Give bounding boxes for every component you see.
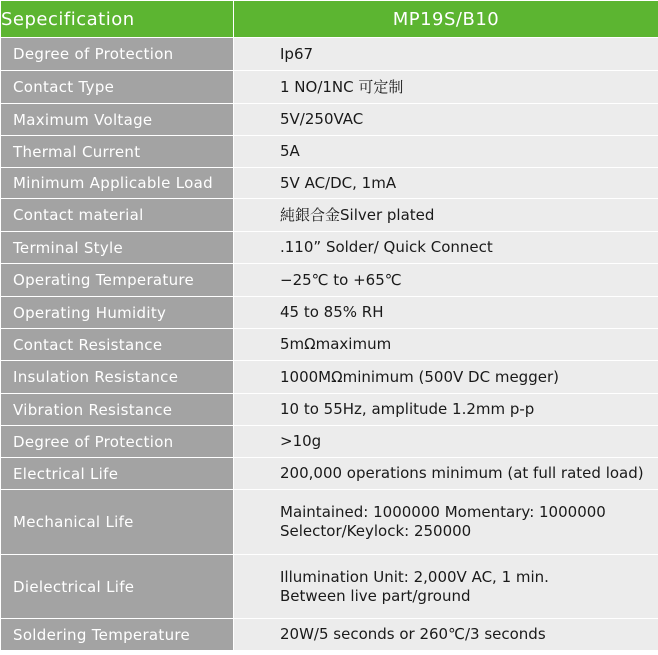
spec-value: [234, 458, 658, 490]
spec-label: Contact Type: [1, 71, 234, 104]
spec-value: [234, 38, 658, 71]
spec-label: Minimum Applicable Load: [1, 168, 234, 199]
header-row: [1, 1, 658, 38]
spec-value: [234, 136, 658, 168]
spec-value-line: Illumination Unit: 2,000V AC, 1 min.: [280, 567, 549, 586]
spec-label: Terminal Style: [1, 232, 234, 264]
spec-label: Degree of Protection: [1, 38, 234, 71]
table-row: [1, 104, 658, 136]
table-row: [1, 361, 658, 394]
table-row: [1, 199, 658, 232]
table-row: [1, 136, 658, 168]
spec-label: Dielectrical Life: [1, 555, 234, 619]
table-row: [1, 490, 658, 555]
spec-value-line: Selector/Keylock: 250000: [280, 522, 472, 540]
table-row: [1, 232, 658, 264]
table-row: [1, 619, 658, 651]
table-row: [1, 297, 658, 329]
table-row: [1, 38, 658, 71]
spec-value: [234, 555, 658, 619]
spec-value: [234, 329, 658, 361]
spec-value: [234, 490, 658, 555]
spec-value-line: .110” Solder/ Quick Connect: [280, 238, 493, 256]
spec-label: Mechanical Life: [1, 490, 234, 555]
spec-value-line: 45 to 85% RH: [280, 303, 384, 321]
spec-value: [234, 71, 658, 104]
table-row: [1, 458, 658, 490]
spec-value-line: Ip67: [280, 44, 314, 63]
spec-value-line: 純銀合金Silver plated: [280, 205, 435, 224]
spec-value: [234, 297, 658, 329]
spec-value-line: 10 to 55Hz, amplitude 1.2mm p-p: [280, 400, 535, 418]
spec-label: Electrical Life: [1, 458, 234, 490]
header-model: MP19S/B10: [234, 1, 658, 38]
spec-value-line: 1 NO/1NC 可定制: [280, 77, 404, 96]
spec-label: Contact Resistance: [1, 329, 234, 361]
spec-value-line: 5mΩmaximum: [280, 335, 392, 353]
spec-label: Maximum Voltage: [1, 104, 234, 136]
spec-value-line: 5V AC/DC, 1mA: [280, 173, 397, 192]
spec-value: [234, 361, 658, 394]
spec-value: [234, 232, 658, 264]
spec-value: [234, 104, 658, 136]
spec-value-line: 1000MΩminimum (500V DC megger): [280, 367, 559, 386]
spec-value-line: 5V/250VAC: [280, 110, 364, 128]
spec-value-line: −25℃ to +65℃: [280, 270, 402, 289]
spec-value: [234, 619, 658, 651]
spec-label: Contact material: [1, 199, 234, 232]
spec-value-line: 5A: [280, 142, 300, 160]
spec-value: [234, 168, 658, 199]
spec-body: [1, 38, 658, 651]
header-label: Sepecification: [1, 1, 234, 38]
spec-value: [234, 199, 658, 232]
spec-value: [234, 426, 658, 458]
spec-value-line: Maintained: 1000000 Momentary: 1000000: [280, 503, 606, 521]
spec-label: Insulation Resistance: [1, 361, 234, 394]
table-row: [1, 555, 658, 619]
spec-value-line: Between live part/ground: [280, 586, 471, 605]
table-row: [1, 426, 658, 458]
spec-label: Vibration Resistance: [1, 394, 234, 426]
table-row: [1, 168, 658, 199]
spec-value-line: >10g: [280, 432, 322, 450]
table-row: [1, 264, 658, 297]
table-row: [1, 71, 658, 104]
spec-label: Soldering Temperature: [1, 619, 234, 651]
spec-value: [234, 264, 658, 297]
table-row: [1, 329, 658, 361]
spec-value-line: 200,000 operations minimum (at full rated load): [280, 464, 644, 482]
spec-value: [234, 394, 658, 426]
table-row: [1, 394, 658, 426]
spec-label: Operating Temperature: [1, 264, 234, 297]
spec-label: Degree of Protection: [1, 426, 234, 458]
spec-label: Thermal Current: [1, 136, 234, 168]
spec-label: Operating Humidity: [1, 297, 234, 329]
spec-value-line: 20W/5 seconds or 260℃/3 seconds: [280, 625, 546, 643]
